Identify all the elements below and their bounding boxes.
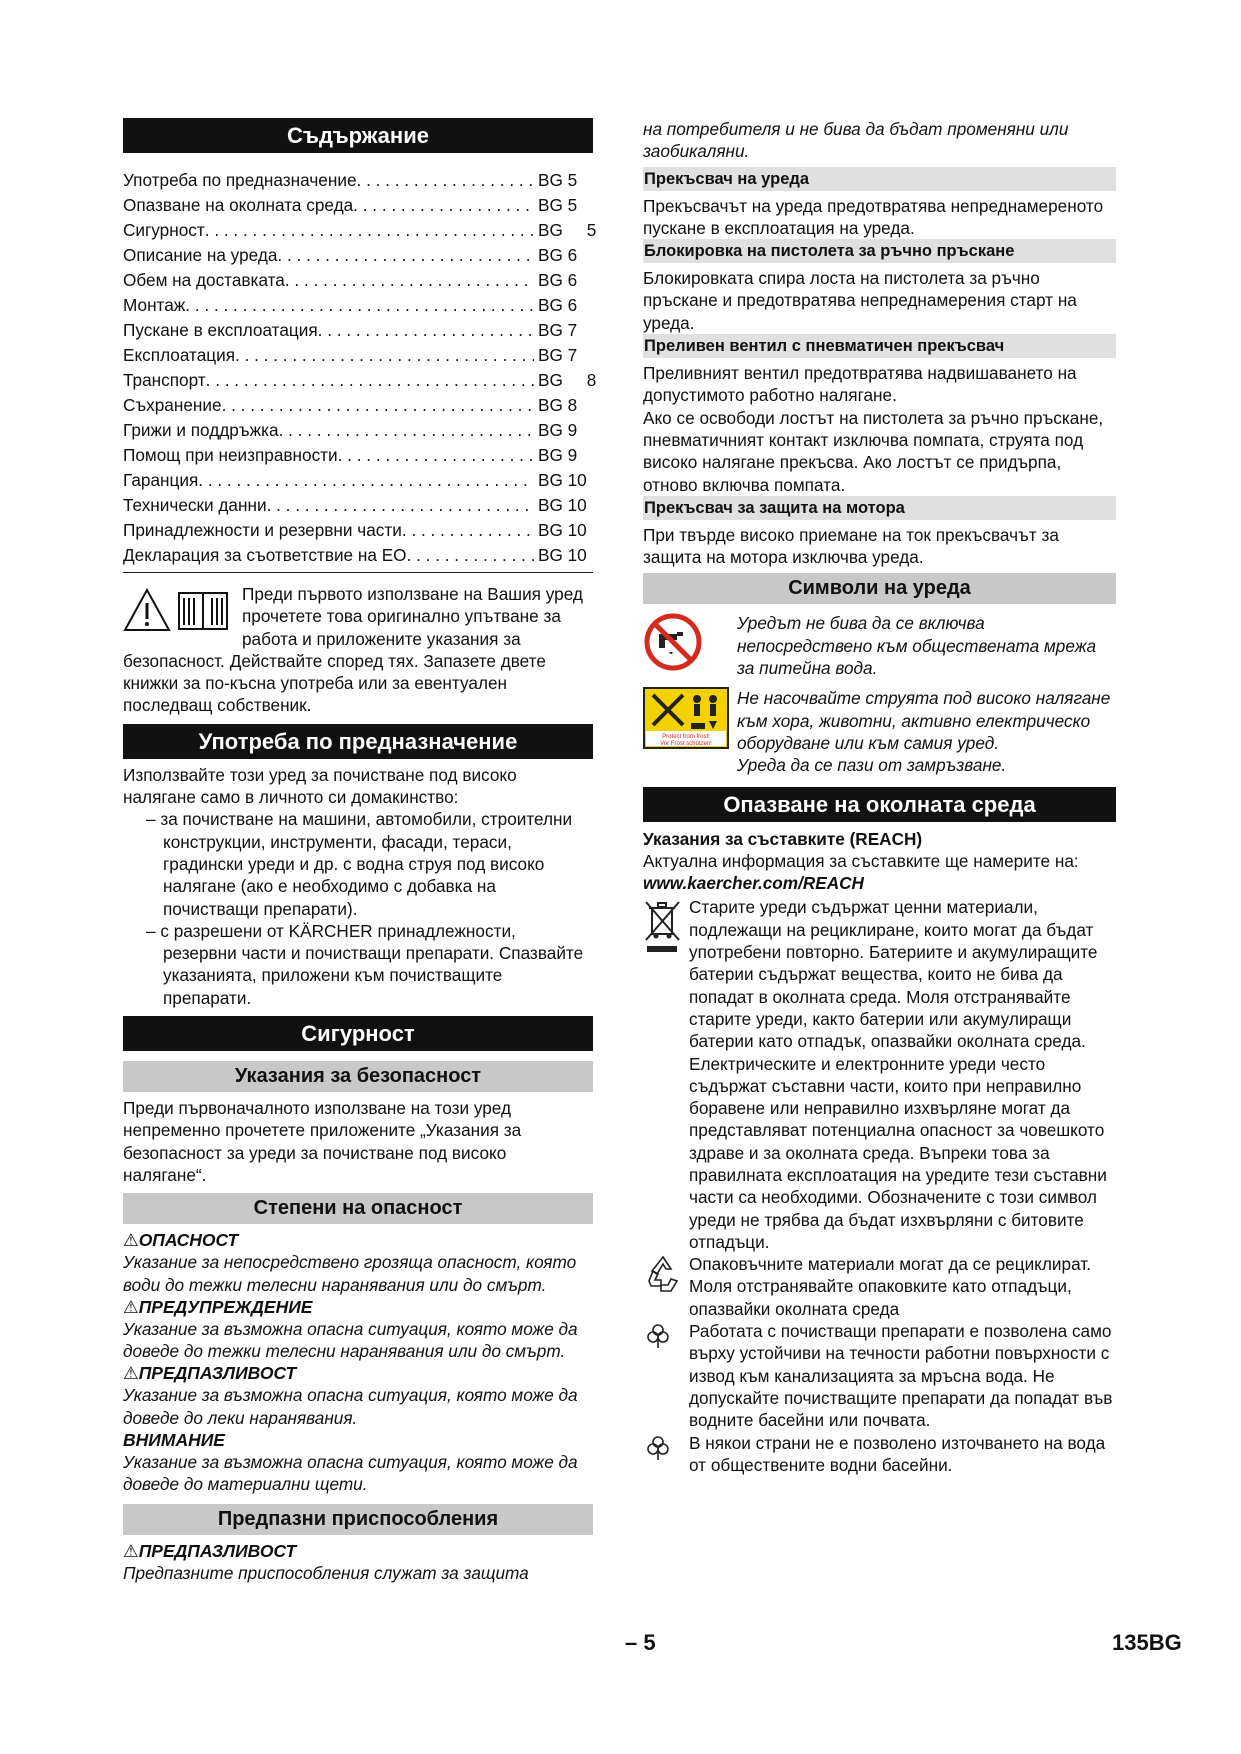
toc-leader <box>402 518 534 543</box>
toc-label: Сигурност <box>123 220 205 240</box>
toc-label: Употреба по предназначение <box>123 170 357 190</box>
toc-row[interactable] <box>123 493 593 518</box>
toc-leader <box>318 318 534 343</box>
weee-text: Електрическите и електронните уреди често съдържат съставни части, които при неправилно боравене или неправилно изхвърляне могат да представляват потенциална опасност за човешкото здраве и за околната среда. Въпреки това за правилната експлоатация на уредите тези съставни части са необходими. Обозначените с този символ уреди не трябва да бъдат изхвърляни с битовите отпадъци. <box>689 1053 1107 1252</box>
symbol-text: Уреда да се пази от замръзване. <box>737 755 1007 776</box>
hazard-levels-heading: Степени на опасност <box>123 1193 593 1224</box>
environment-tree-icon <box>643 1320 683 1350</box>
toc-leader <box>235 343 534 368</box>
page-number: – 5 <box>625 1630 656 1655</box>
safety-instructions-text: Преди първоначалното използване на този уред непременно прочетете приложените „Указания за безопасност за уреди за почистване под високо налягане“. <box>123 1098 522 1185</box>
safety-instructions-heading: Указания за безопасност <box>123 1061 593 1092</box>
frost-label-en: Protect from frost! <box>662 734 710 741</box>
toc-leader <box>185 293 534 318</box>
gun-lock-text: Блокировката спира лоста на пистолета за ръчно пръскане и предотвратява непреднамерения старт на уреда. <box>643 268 1077 333</box>
overflow-valve-text: Преливният вентил предотвратява надвишаването на допустимото работно налягане. <box>643 363 1077 406</box>
cleaning-agent-block <box>643 1320 1116 1431</box>
warning-text: Указание за възможна опасна ситуация, която може да доведе до тежки телесни наранявания или до смърт. <box>123 1318 578 1362</box>
document-code: 135BG <box>1112 1630 1182 1655</box>
toc-leader <box>222 393 534 418</box>
no-jet-frost-icon <box>643 687 729 749</box>
toc-row[interactable] <box>123 218 597 243</box>
toc-row[interactable] <box>123 343 593 368</box>
toc-page: BG 9 <box>538 445 578 465</box>
weee-text: Старите уреди съдържат ценни материали, подлежащи на рециклиране, които могат да бъдат употребени повторно. Батериите и акумулиращите батерии съдържат вещества, които не бива да попадат в околната среда. Моля отстранявайте старите уреди, както батерии или акумулиращи батерии като отпадък, опазвайки околната среда. <box>689 897 1098 1052</box>
toc-page: BG 9 <box>538 420 578 440</box>
toc-page: BG 5 <box>538 195 578 215</box>
toc-leader <box>205 218 534 243</box>
toc-row[interactable] <box>123 518 593 543</box>
caution-text: Указание за възможна опасна ситуация, която може да доведе до леки наранявания. <box>123 1385 578 1428</box>
toc-label: Описание на уреда <box>123 245 278 265</box>
toc-leader <box>353 193 534 218</box>
toc-page: BG 10 <box>538 495 587 515</box>
intro-icons <box>123 587 238 635</box>
gun-lock-heading: Блокировка на пистолета за ръчно пръскане <box>643 239 1116 263</box>
caution-heading: ⚠ПРЕДПАЗЛИВОСТ <box>123 1363 297 1384</box>
toc-label: Транспорт <box>123 370 206 390</box>
packaging-block <box>643 1253 1116 1320</box>
toc-leader <box>267 493 534 518</box>
toc-label: Помощ при неизправности <box>123 445 338 465</box>
reach-heading: Указания за съставките (REACH) <box>643 828 923 849</box>
continued-text: на потребителя и не бива да бъдат променяни или заобикаляни. <box>643 119 1069 162</box>
toc-row[interactable] <box>123 418 593 443</box>
toc-label: Пускане в експлоатация <box>123 320 318 340</box>
toc-label: Грижи и поддръжка <box>123 420 279 440</box>
toc-page: BG 8 <box>538 370 597 390</box>
no-drinking-water-icon <box>643 612 703 672</box>
toc-label: Експлоатация <box>123 345 236 365</box>
environment-title: Опазване на околната среда <box>643 787 1116 822</box>
toc-label: Гаранция <box>123 470 199 490</box>
toc-row[interactable] <box>123 443 593 468</box>
toc-page: BG 6 <box>538 295 578 315</box>
usage-item: – за почистване на машини, автомобили, строителни конструкции, инструменти, фасади, тераси, градински уреди и др. с водна струя под високо налягане (ако е необходимо с добавка на почистващи препарати). <box>146 809 573 919</box>
toc-page: BG 7 <box>538 320 578 340</box>
attention-heading: ВНИМАНИЕ <box>123 1430 225 1451</box>
toc-page: BG 6 <box>538 245 578 265</box>
safety-devices-text: Предпазните приспособления служат за защита <box>123 1562 529 1583</box>
overflow-valve-heading: Преливен вентил с пневматичен прекъсвач <box>643 334 1116 358</box>
toc-page: BG 10 <box>538 470 587 490</box>
toc-page: BG 10 <box>538 520 587 540</box>
toc-page: BG 5 <box>538 170 578 190</box>
toc-label: Декларация за съответствие на ЕО <box>123 545 407 565</box>
toc-row[interactable] <box>123 368 597 393</box>
packaging-text: Опаковъчните материали могат да се рециклират. Моля отстранявайте опаковките като отпадъци, опазвайки околната среда <box>689 1254 1091 1319</box>
toc-leader <box>279 418 534 443</box>
toc-label: Принадлежности и резервни части <box>123 520 402 540</box>
safety-title: Сигурност <box>123 1016 593 1051</box>
right-column <box>643 118 1116 1476</box>
toc-page: BG 7 <box>538 345 578 365</box>
table-of-contents <box>123 168 597 568</box>
toc-leader <box>338 443 534 468</box>
toc-label: Опазване на околната среда <box>123 195 354 215</box>
toc-row[interactable] <box>123 243 593 268</box>
device-switch-heading: Прекъсвач на уреда <box>643 167 1116 191</box>
device-symbols-heading: Символи на уреда <box>643 573 1116 604</box>
attention-text: Указание за възможна опасна ситуация, която може да доведе до материални щети. <box>123 1452 578 1495</box>
toc-label: Монтаж <box>123 295 186 315</box>
safety-devices-heading: Предпазни приспособления <box>123 1504 593 1535</box>
toc-leader <box>198 468 534 493</box>
overflow-valve-text: Ако се освободи лостът на пистолета за ръчно пръскане, пневматичният контакт изключва помпата, струята под високо налягане прекъсва. Ако лостът се придърпа, отново включва помпата. <box>643 407 1104 495</box>
intro-text: Преди първото използване на Вашия уред прочетете това оригинално упътване за работа и приложените указания за безопасност. Действайте според тях. Запазете двете книжки за по-късна употреба или за евентуален последващ собственик. <box>123 584 583 716</box>
toc-row[interactable] <box>123 543 593 568</box>
toc-title: Съдържание <box>123 118 593 153</box>
reach-text: Актуална информация за съставките ще намерите на: <box>643 850 1079 871</box>
water-text: В някои страни не е позволено източването на вода от обществените водни басейни. <box>689 1432 1106 1475</box>
usage-lead: Използвайте този уред за почистване под високо налягане само в личното си домакинство: <box>123 764 517 808</box>
motor-protection-text: При твърде високо приемане на ток прекъсвачът за защита на мотора изключва уреда. <box>643 524 1059 568</box>
symbol-row <box>643 612 1116 679</box>
danger-heading: ⚠ОПАСНОСТ <box>123 1230 239 1251</box>
motor-protection-heading: Прекъсвач за защита на мотора <box>643 496 1116 520</box>
device-switch-text: Прекъсвачът на уреда предотвратява непреднамереното пускане в експлоатация на уреда. <box>643 195 1104 238</box>
toc-leader <box>285 268 534 293</box>
recycling-icon <box>643 1253 683 1293</box>
usage-title: Употреба по предназначение <box>123 724 593 759</box>
symbol-text: Уредът не бива да се включва непосредствено към обществената мрежа за питейна вода. <box>737 613 1097 679</box>
symbol-row <box>643 687 1116 776</box>
toc-row[interactable] <box>123 268 593 293</box>
usage-item: – с разрешени от KÄRCHER принадлежности, резервни части и почистващи препарати. Спазвайте указанията, приложени към почистващите препарати. <box>146 920 584 1008</box>
toc-leader <box>357 168 534 193</box>
toc-row[interactable] <box>123 168 593 193</box>
toc-page: BG 6 <box>538 270 578 290</box>
toc-leader <box>407 543 534 568</box>
toc-label: Технически данни <box>123 495 267 515</box>
toc-page: BG 8 <box>538 395 578 415</box>
warning-book-icon <box>123 587 235 633</box>
warning-heading: ⚠ПРЕДУПРЕЖДЕНИЕ <box>123 1296 313 1317</box>
crossed-bin-icon <box>643 896 683 956</box>
danger-text: Указание за непосредствено грозяща опасност, която води до тежки телесни наранявания или до смърт. <box>123 1252 577 1295</box>
environment-tree-icon <box>643 1432 683 1462</box>
toc-leader <box>277 243 534 268</box>
divider <box>123 572 593 573</box>
toc-label: Обем на доставката <box>123 270 285 290</box>
frost-label-de: Vor Frost schützen! <box>660 741 712 748</box>
weee-block <box>643 896 1116 1253</box>
toc-page: BG 10 <box>538 545 587 565</box>
reach-link[interactable]: www.kaercher.com/REACH <box>643 873 864 894</box>
intro-block <box>123 583 593 717</box>
toc-row[interactable] <box>123 468 593 493</box>
water-block <box>643 1432 1116 1477</box>
caution-heading: ⚠ПРЕДПАЗЛИВОСТ <box>123 1540 297 1561</box>
left-column <box>123 118 597 1584</box>
toc-row[interactable] <box>123 318 593 343</box>
toc-row[interactable] <box>123 293 593 318</box>
toc-label: Съхранение <box>123 395 222 415</box>
toc-row[interactable] <box>123 193 593 218</box>
toc-page: BG 5 <box>538 220 597 240</box>
toc-row[interactable] <box>123 393 593 418</box>
toc-leader <box>206 368 534 393</box>
symbol-text: Не насочвайте струята под високо налягане към хора, животни, активно електрическо оборудване или към самия уред. <box>737 688 1111 753</box>
cleaning-agent-text: Работата с почистващи препарати е позволена само върху устойчиви на течности работни повърхности с извод към канализацията за мръсна вода. Не допускайте почистващите препарати да попадат във водните басейни или почвата. <box>689 1321 1113 1431</box>
